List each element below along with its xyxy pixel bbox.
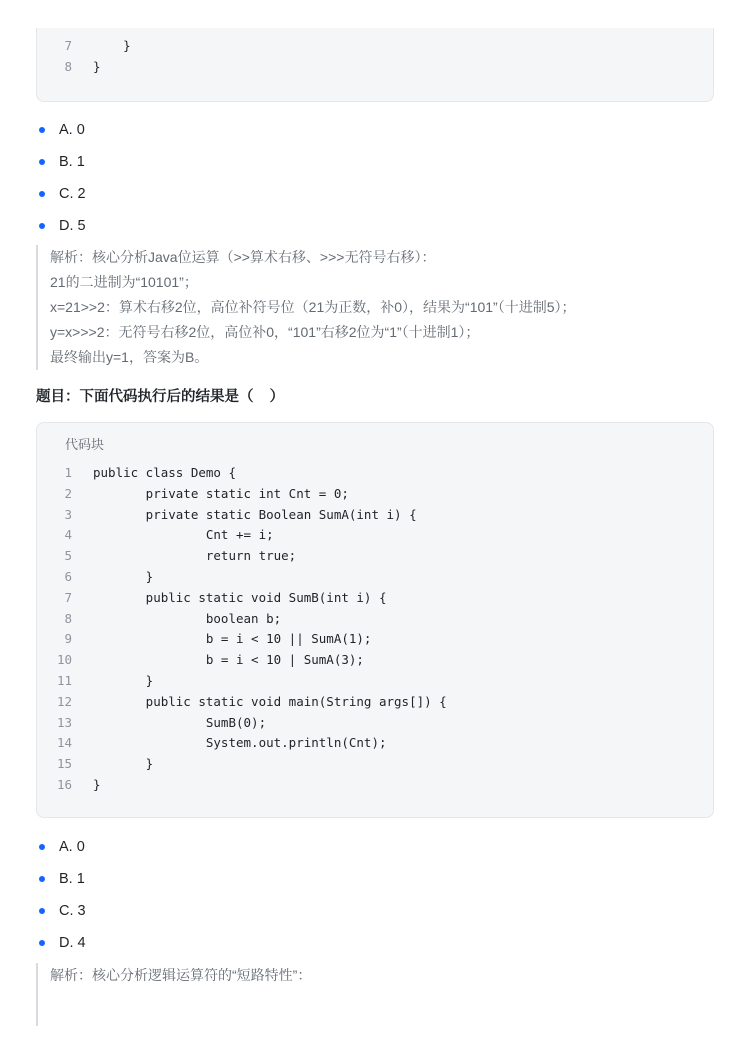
bullet-icon: [39, 844, 45, 850]
code-text: }: [93, 776, 101, 792]
code-line: [37, 733, 713, 754]
code-line: [37, 505, 713, 526]
code-line: [37, 567, 713, 588]
line-number: 1: [64, 465, 72, 480]
analysis-line: y=x>>>2：无符号右移2位，高位补0，“101”右移2位为“1”（十进制1）；: [50, 324, 480, 340]
bullet-icon: [39, 908, 45, 914]
option-label: B. 1: [59, 154, 85, 170]
code-line: [37, 57, 713, 78]
bullet-icon: [39, 159, 45, 165]
option-label: C. 3: [59, 903, 86, 919]
code-text: b = i < 10 || SumA(1);: [93, 631, 372, 647]
code-text: public static void SumB(int i) {: [93, 589, 387, 605]
code-text: }: [93, 568, 154, 584]
option-d[interactable]: [0, 930, 750, 962]
code-line: [37, 546, 713, 567]
option-b[interactable]: [0, 149, 750, 181]
code-text: }: [93, 756, 154, 772]
option-label: D. 5: [59, 218, 86, 234]
code-line: [37, 629, 713, 650]
analysis-line: 解析：核心分析Java位运算（>>算术右移、>>>无符号右移）：: [50, 249, 436, 265]
question-2-options: [0, 834, 750, 962]
option-c[interactable]: [0, 898, 750, 930]
line-number: 9: [64, 631, 72, 647]
line-number: 16: [56, 776, 72, 792]
bullet-icon: [39, 191, 45, 197]
code-text: Cnt += i;: [93, 527, 274, 543]
option-c[interactable]: [0, 181, 750, 213]
analysis-quote: [36, 245, 716, 370]
code-lines: [37, 36, 713, 78]
line-number: 4: [64, 527, 72, 543]
code-line: [37, 775, 713, 796]
line-number: 12: [56, 693, 72, 709]
line-number: 13: [56, 714, 72, 730]
option-label: D. 4: [59, 935, 86, 951]
line-number: 6: [64, 568, 72, 584]
line-number: 7: [64, 38, 72, 53]
code-line: [37, 609, 713, 630]
code-line: [37, 650, 713, 671]
question-title: 题目：下面代码执行后的结果是（ ）: [36, 389, 285, 405]
line-number: 11: [56, 672, 72, 688]
code-line: [37, 588, 713, 609]
code-block: [36, 422, 714, 818]
option-label: A. 0: [59, 122, 85, 138]
option-label: C. 2: [59, 186, 86, 202]
code-text: b = i < 10 | SumA(3);: [93, 652, 364, 668]
code-line: [37, 484, 713, 505]
line-number: 5: [64, 548, 72, 564]
line-number: 8: [64, 610, 72, 626]
question-1-options: [0, 117, 750, 245]
line-number: 3: [64, 506, 72, 522]
code-text: private static Boolean SumA(int i) {: [93, 506, 417, 522]
code-text: }: [93, 58, 101, 74]
code-block-caption: 代码块: [65, 437, 105, 452]
code-line: [37, 463, 713, 484]
line-number: 10: [56, 652, 72, 668]
code-text: public static void main(String args[]) {: [93, 693, 447, 709]
option-d[interactable]: [0, 213, 750, 245]
bullet-icon: [39, 127, 45, 133]
code-text: }: [93, 38, 131, 53]
analysis-line: 最终输出y=1，答案为B。: [50, 349, 209, 365]
bullet-icon: [39, 876, 45, 882]
code-text: System.out.println(Cnt);: [93, 735, 387, 751]
code-line: [37, 36, 713, 57]
code-line: [37, 754, 713, 775]
analysis-line: 解析：核心分析逻辑运算符的“短路特性”：: [50, 967, 312, 983]
analysis-line: 21的二进制为“10101”；: [50, 274, 198, 290]
line-number: 8: [64, 58, 72, 74]
code-text: public class Demo {: [93, 465, 236, 480]
option-label: B. 1: [59, 871, 85, 887]
code-text: return true;: [93, 548, 297, 564]
option-a[interactable]: [0, 117, 750, 149]
code-lines: [37, 463, 713, 796]
line-number: 14: [56, 735, 72, 751]
code-text: }: [93, 672, 154, 688]
code-text: SumB(0);: [93, 714, 267, 730]
bullet-icon: [39, 223, 45, 229]
line-number: 2: [64, 485, 72, 501]
code-line: [37, 713, 713, 734]
code-line: [37, 525, 713, 546]
code-block-previous: [36, 28, 714, 102]
analysis-quote: [36, 963, 716, 1026]
line-number: 15: [56, 756, 72, 772]
option-b[interactable]: [0, 866, 750, 898]
analysis-line: x=21>>2：算术右移2位，高位补符号位（21为正数，补0），结果为“101”（十进制5）；: [50, 299, 576, 315]
code-line: [37, 671, 713, 692]
option-label: A. 0: [59, 839, 85, 855]
code-text: boolean b;: [93, 610, 282, 626]
option-a[interactable]: [0, 834, 750, 866]
code-text: private static int Cnt = 0;: [93, 485, 349, 501]
bullet-icon: [39, 940, 45, 946]
code-line: [37, 692, 713, 713]
line-number: 7: [64, 589, 72, 605]
